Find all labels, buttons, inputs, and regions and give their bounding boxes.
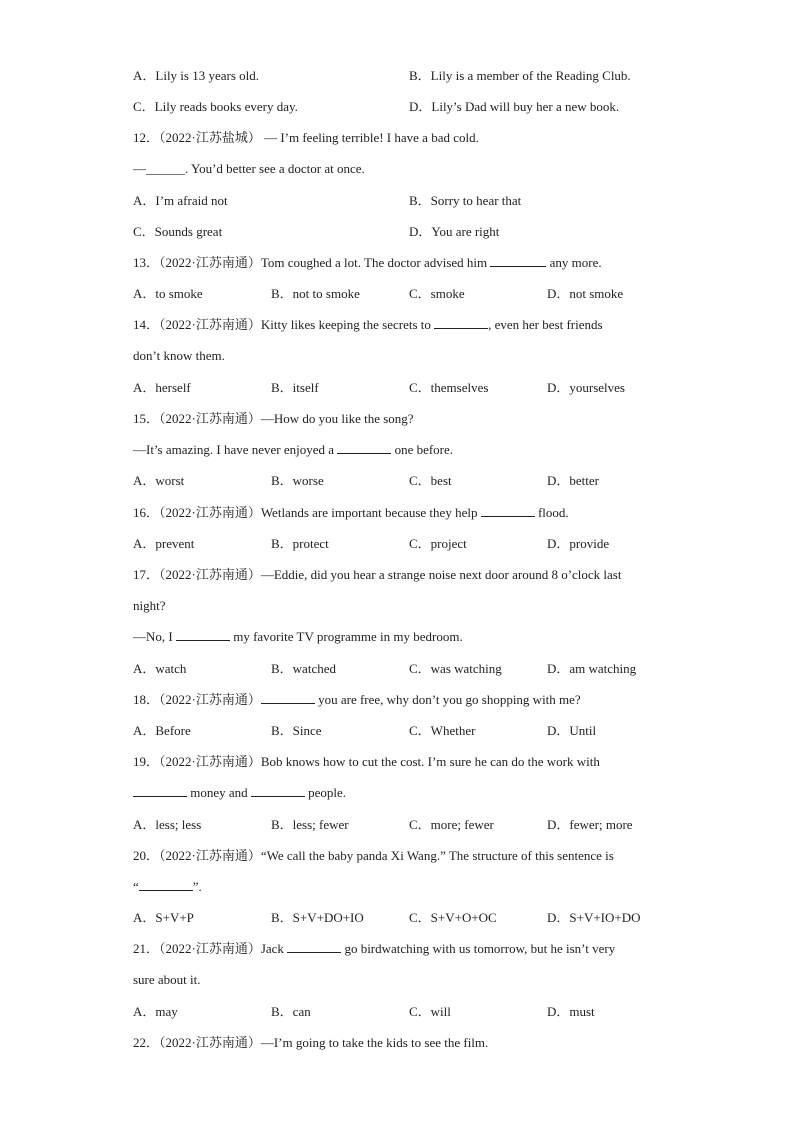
q15-line2-part1: —It’s amazing. I have never enjoyed a (133, 442, 335, 457)
q20-line2-part1: “ (133, 879, 139, 894)
question-15-stem: 15．（2022·江苏南通）—How do you like the song? (133, 411, 414, 426)
q19-line2-part1: money and (190, 785, 248, 800)
option-b: B．Lily is a member of the Reading Club. (409, 68, 631, 83)
question-20-line2 (133, 877, 202, 897)
question-19-line2 (133, 783, 346, 803)
q18-option-a: A．Before (133, 723, 191, 738)
q13-option-d: D．not smoke (547, 286, 624, 301)
q13-option-c: C．smoke (409, 286, 465, 301)
answer-blank (139, 878, 193, 891)
option-d: D．Lily’s Dad will buy her a new book. (409, 99, 620, 114)
q14-option-b: B．itself (271, 380, 319, 395)
q21-option-b: B．can (271, 1004, 311, 1019)
q21-option-c: C．will (409, 1004, 451, 1019)
question-17-line2: night? (133, 598, 166, 613)
answer-blank (261, 691, 315, 704)
q16-option-b: B．protect (271, 536, 329, 551)
q17-option-a: A．watch (133, 661, 187, 676)
q19-option-b: B．less; fewer (271, 817, 349, 832)
q15-line2-part2: one before. (394, 442, 454, 457)
q16-option-a: A．prevent (133, 536, 195, 551)
q14-option-d: D．yourselves (547, 380, 625, 395)
question-21-line2: sure about it. (133, 972, 201, 987)
q19-option-a: A．less; less (133, 817, 202, 832)
answer-blank (133, 784, 187, 797)
q13-option-a: A．to smoke (133, 286, 203, 301)
question-12-line2: —______. You’d better see a doctor at once. (133, 161, 365, 176)
q21-option-d: D．must (547, 1004, 595, 1019)
answer-blank (337, 441, 391, 454)
q17-option-d: D．am watching (547, 661, 637, 676)
question-17-line3 (133, 627, 463, 647)
q20-option-d: D．S+V+IO+DO (547, 910, 641, 925)
q13-option-b: B．not to smoke (271, 286, 360, 301)
question-22-stem: 22．（2022·江苏南通）—I’m going to take the kids to see the film. (133, 1035, 489, 1050)
question-12-stem: 12．（2022·江苏盐城） — I’m feeling terrible! I have a bad cold. (133, 130, 479, 145)
q21-stem-part2: go birdwatching with us tomorrow, but he isn’t very (344, 941, 616, 956)
question-18-stem (133, 690, 581, 710)
q17-option-b: B．watched (271, 661, 336, 676)
question-17-stem: 17．（2022·江苏南通）—Eddie, did you hear a strange noise next door around 8 o’clock last (133, 567, 622, 582)
q19-option-d: D．fewer; more (547, 817, 633, 832)
q15-option-c: C．best (409, 473, 452, 488)
q20-line2-part2: ”. (192, 879, 202, 894)
q18-option-d: D．Until (547, 723, 597, 738)
q19-line2-part2: people. (308, 785, 347, 800)
q16-stem-part2: flood. (537, 505, 569, 520)
q12-option-d: D．You are right (409, 224, 500, 239)
question-16-stem (133, 503, 569, 523)
option-a: A．Lily is 13 years old. (133, 68, 260, 83)
question-14-stem (133, 315, 603, 335)
q14-option-c: C．themselves (409, 380, 489, 395)
question-20-stem: 20．（2022·江苏南通）“We call the baby panda Xi Wang.” The structure of this sentence is (133, 848, 614, 863)
q18-option-b: B．Since (271, 723, 322, 738)
q17-line3-part1: —No, I (133, 629, 173, 644)
q18-stem-part1: 18．（2022·江苏南通） (133, 692, 261, 707)
q18-option-c: C．Whether (409, 723, 476, 738)
q12-option-a: A．I’m afraid not (133, 193, 228, 208)
question-13-stem (133, 253, 602, 273)
q15-option-a: A．worst (133, 473, 185, 488)
question-21-stem (133, 939, 615, 959)
answer-blank (481, 504, 535, 517)
answer-blank (287, 940, 341, 953)
q20-option-b: B．S+V+DO+IO (271, 910, 364, 925)
question-19-stem: 19．（2022·江苏南通）Bob knows how to cut the cost. I’m sure he can do the work with (133, 754, 600, 769)
answer-blank (251, 784, 305, 797)
question-15-line2 (133, 440, 453, 460)
question-14-line2: don’t know them. (133, 348, 225, 363)
q14-stem-part1: 14．（2022·江苏南通）Kitty likes keeping the secrets to (133, 317, 431, 332)
q14-option-a: A．herself (133, 380, 191, 395)
answer-blank (434, 316, 488, 329)
q16-option-d: D．provide (547, 536, 610, 551)
q13-stem-part2: any more. (549, 255, 602, 270)
q20-option-a: A．S+V+P (133, 910, 194, 925)
q15-option-d: D．better (547, 473, 599, 488)
q21-option-a: A．may (133, 1004, 178, 1019)
q16-stem-part1: 16．（2022·江苏南通）Wetlands are important because they help (133, 505, 478, 520)
q15-option-b: B．worse (271, 473, 324, 488)
q12-option-b: B．Sorry to hear that (409, 193, 522, 208)
q17-option-c: C．was watching (409, 661, 502, 676)
option-c: C．Lily reads books every day. (133, 99, 298, 114)
q12-option-c: C．Sounds great (133, 224, 223, 239)
answer-blank (176, 628, 230, 641)
q20-option-c: C．S+V+O+OC (409, 910, 497, 925)
answer-blank (490, 254, 546, 267)
q16-option-c: C．project (409, 536, 467, 551)
q17-line3-part2: my favorite TV programme in my bedroom. (233, 629, 463, 644)
q19-option-c: C．more; fewer (409, 817, 494, 832)
q14-stem-part2: , even her best friends (488, 317, 603, 332)
q21-stem-part1: 21．（2022·江苏南通）Jack (133, 941, 284, 956)
q13-stem-part1: 13．（2022·江苏南通）Tom coughed a lot. The doctor advised him (133, 255, 488, 270)
q18-stem-part2: you are free, why don’t you go shopping with me? (318, 692, 581, 707)
